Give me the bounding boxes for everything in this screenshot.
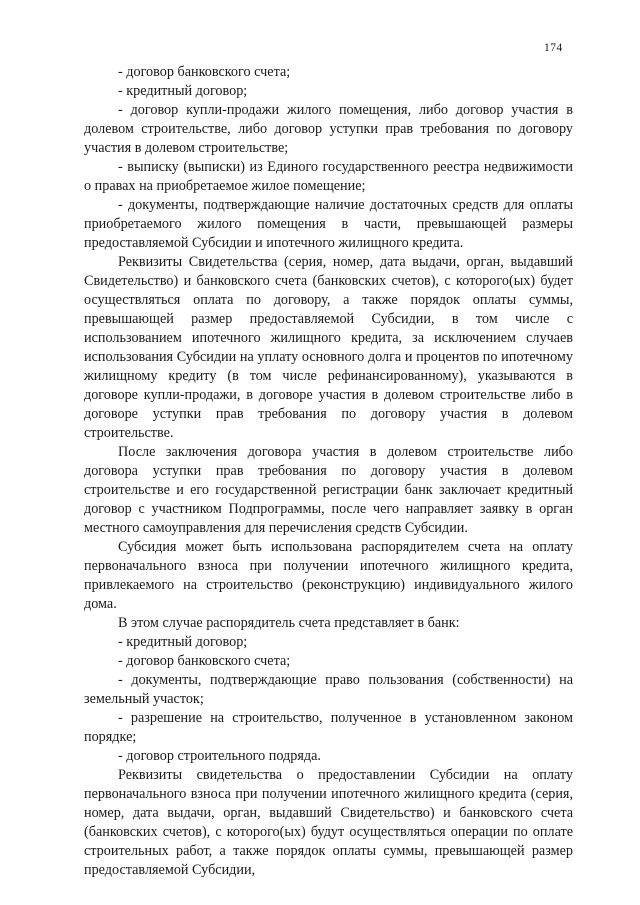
paragraph-after-contract: После заключения договора участия в долевом строительстве либо договора уступки прав требования по договору участия в долевом строительстве и его государственной регистрации банк заключает кредитный договор с участником Подпрограммы, после чего направляет заявку в орган местного самоуправления для перечисления средств Субсидии.	[84, 444, 573, 536]
list-item-bank-account-agreement-2: - договор банковского счета;	[118, 653, 291, 669]
list-item-credit-agreement: - кредитный договор;	[118, 83, 248, 99]
list-item-construction-contract: - договор строительного подряда.	[118, 748, 321, 764]
page-number: 174	[544, 42, 563, 54]
list-item-registry-extract: - выписку (выписки) из Единого государственного реестра недвижимости о правах на приобретаемое жилое помещение;	[84, 159, 573, 194]
paragraph-subsidy-usage: Субсидия может быть использована распорядителем счета на оплату первоначального взноса при получении ипотечного жилищного кредита, привлекаемого на строительство (реконструкцию) индивидуального жилого дома.	[84, 539, 573, 612]
paragraph-certificate-details: Реквизиты Свидетельства (серия, номер, дата выдачи, орган, выдавший Свидетельство) и банковского счета (банковских счетов), с которого(ых) будет осуществляться оплата по договору, а также порядок оплаты суммы, превышающей размер предоставляемой Субсидии, в том числе с использованием ипотечного жилищного кредита, за исключением случаев использования Субсидии на уплату основного долга и процентов по ипотечному жилищному кредиту (в том числе рефинансированному), указываются в договоре купли-продажи, в договоре участия в долевом строительстве либо в договоре уступки прав требования по договору участия в долевом строительстве.	[84, 254, 573, 441]
document-body	[84, 63, 573, 880]
list-item-bank-account-agreement: - договор банковского счета;	[118, 64, 291, 80]
paragraph-certificate-requisites: Реквизиты свидетельства о предоставлении Субсидии на оплату первоначального взноса при получении ипотечного жилищного кредита (серия, номер, дата выдачи, орган, выдавший Свидетельство) и банковского счета (банковских счетов), с которого(ых) будут осуществляться операции по оплате строительных работ, а также порядок оплаты суммы, превышающей размер предоставляемой Субсидии,	[84, 767, 573, 878]
list-item-credit-agreement-2: - кредитный договор;	[118, 634, 248, 650]
list-item-land-rights: - документы, подтверждающие право пользования (собственности) на земельный участок;	[84, 672, 573, 707]
list-item-building-permit: - разрешение на строительство, полученное в установленном законом порядке;	[84, 710, 573, 745]
list-item-purchase-agreement: - договор купли-продажи жилого помещения, либо договор участия в долевом строительстве, либо договор уступки прав требования по договору участия в долевом строительстве;	[84, 102, 573, 156]
paragraph-bank-submission: В этом случае распорядитель счета представляет в банк:	[118, 615, 460, 631]
list-item-funds-documents: - документы, подтверждающие наличие достаточных средств для оплаты приобретаемого жилого помещения в части, превышающей размеры предоставляемой Субсидии и ипотечного жилищного кредита.	[84, 197, 573, 251]
